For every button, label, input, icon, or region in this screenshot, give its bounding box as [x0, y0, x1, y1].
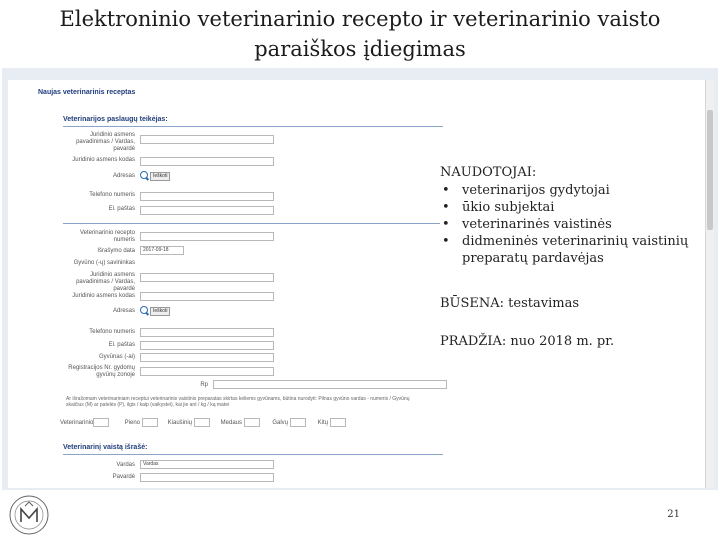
registration-number-input[interactable]	[140, 367, 274, 376]
users-list	[440, 182, 690, 267]
owner-name-input[interactable]	[140, 273, 274, 282]
label-owner-address: Adresas	[112, 308, 135, 314]
note-text: Ar išrašomam veterinariniam receptui veterinarinis vaistinis preparatas skirtas keliems gyvūnams, būtina nurodyti: Pilnas gyvūno vardas - numeris / Gyvūnų skaičius (M) ar patelės (P), ilgis / kaip (vaikystei), kai jie ant / kg / ką matei	[66, 396, 410, 408]
search-icon[interactable]	[140, 306, 148, 314]
label-prescriber-name: Vardas	[116, 462, 135, 468]
list-item: • veterinarinės vaistinės	[440, 216, 690, 233]
period-input[interactable]	[290, 418, 306, 427]
scrollbar[interactable]	[705, 80, 714, 488]
university-seal-logo	[6, 494, 52, 536]
users-heading: NAUDOTOJAI:	[440, 165, 537, 180]
prescriber-surname-input[interactable]	[140, 473, 274, 482]
slide-title	[0, 4, 720, 64]
provider-name-input[interactable]	[140, 135, 274, 144]
period-label: Kiaušinių	[167, 420, 192, 426]
slide-title-line-1: Elektroninio veterinarinio recepto ir veterinarinio vaisto	[59, 7, 661, 31]
issue-date-input[interactable]: 2017-09-18	[140, 246, 184, 255]
label-provider-email: El. paštas	[108, 206, 135, 212]
label-prescriber-surname: Pavardė	[112, 474, 135, 480]
owner-address-search-button[interactable]: Ieškoti	[150, 307, 170, 316]
slide-title-line-2: paraiškos įdiegimas	[254, 37, 466, 61]
provider-code-input[interactable]	[140, 157, 274, 166]
label-rp: Rp	[200, 382, 208, 388]
rp-input[interactable]	[213, 380, 447, 389]
label-animals: Gyvūnas (-ai)	[98, 354, 135, 360]
label-owner-phone: Telefono numeris	[89, 329, 135, 335]
period-input[interactable]	[330, 418, 346, 427]
label-owner-email: El. paštas	[108, 342, 135, 348]
section-divider	[63, 223, 443, 224]
period-input[interactable]	[93, 418, 109, 427]
section-divider	[63, 126, 443, 127]
owner-phone-input[interactable]	[140, 328, 274, 337]
label-provider-address: Adresas	[112, 173, 135, 179]
start-text: PRADŽIA: nuo 2018 m. pr.	[440, 334, 615, 349]
list-item: • didmeninės veterinarinių vaistinių preparatų pardavėjas	[440, 233, 690, 267]
label-owner-name: Juridinio asmens pavadinimas / Vardas, pavardė	[76, 272, 135, 292]
form-page-title: Naujas veterinarinis receptas	[38, 89, 136, 96]
info-panel	[440, 150, 690, 380]
recipe-number-input[interactable]	[140, 232, 274, 241]
label-provider-name: Juridinio asmens pavadinimas / Vardas, pavardė	[76, 132, 135, 152]
label-recipe-number: Veterinarinio recepto numeris	[79, 230, 135, 243]
period-input[interactable]	[244, 418, 260, 427]
period-label: Medaus	[220, 420, 242, 426]
label-provider-code: Juridinio asmens kodas	[72, 157, 135, 163]
label-provider-phone: Telefono numeris	[89, 192, 135, 198]
search-icon[interactable]	[140, 171, 148, 179]
page-number: 21	[667, 509, 680, 520]
period-label: Veterinarinio	[60, 420, 94, 426]
status-text: BŪSENA: testavimas	[440, 296, 579, 311]
provider-address-search-button[interactable]: Ieškoti	[150, 172, 170, 181]
label-registration-number: Registracijos Nr. gydomų gyvūnų zonoje	[68, 365, 135, 378]
label-issue-date: Išrašymo data	[97, 248, 135, 254]
animals-input[interactable]	[140, 353, 274, 362]
section-divider	[63, 454, 443, 455]
owner-code-input[interactable]	[140, 292, 274, 301]
list-item: • veterinarijos gydytojai	[440, 182, 690, 199]
provider-email-input[interactable]	[140, 206, 274, 215]
list-item: • ūkio subjektai	[440, 199, 690, 216]
scrollbar-thumb[interactable]	[707, 110, 713, 230]
period-label: Pieno	[124, 420, 140, 426]
label-animal-owner: Gyvūno (-ų) savininkas	[73, 260, 135, 266]
period-label: Galvų	[272, 420, 288, 426]
provider-phone-input[interactable]	[140, 192, 274, 201]
label-owner-code: Juridinio asmens kodas	[72, 293, 135, 299]
section-provider-title: Veterinarijos paslaugų teikėjas:	[63, 116, 168, 123]
section-prescriber-title: Veterinarinį vaistą išrašė:	[63, 444, 148, 451]
prescriber-name-input[interactable]: Vardas	[140, 460, 274, 469]
period-input[interactable]	[194, 418, 210, 427]
period-input[interactable]	[142, 418, 158, 427]
period-label: Kitų	[317, 420, 328, 426]
owner-email-input[interactable]	[140, 341, 274, 350]
